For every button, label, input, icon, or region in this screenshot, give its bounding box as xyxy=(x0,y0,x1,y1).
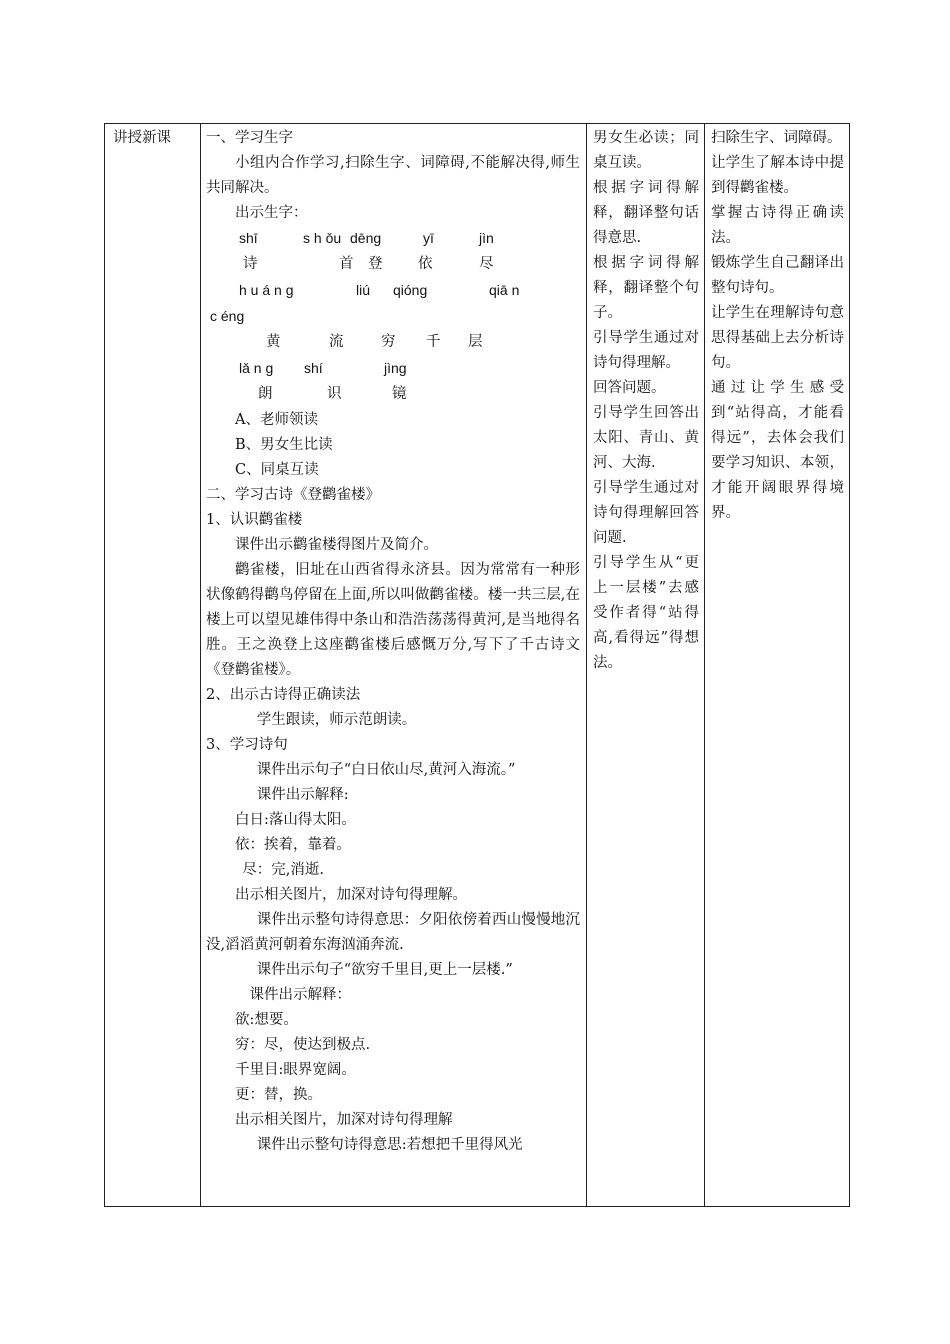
paragraph: 课件出示整句诗得意思:若想把千里得风光 xyxy=(256,1137,523,1153)
character: 登 xyxy=(368,256,383,272)
design-intent-line: 锻炼学生自己翻译出整句诗句。 xyxy=(711,255,844,296)
explanation-label: 课件出示解释： xyxy=(249,987,351,1003)
pinyin: qióng xyxy=(393,282,428,298)
paragraph: 出示相关图片，加深对诗句得理解。 xyxy=(235,887,467,903)
paragraph: 课件出示句子“欲穷千里目,更上一层楼.” xyxy=(256,962,513,978)
subsection-title: 1、认识鹳雀楼 xyxy=(206,512,303,528)
explanation-item: 更：替，换。 xyxy=(235,1087,322,1103)
pinyin: lǎ n g xyxy=(239,360,274,376)
pinyin: c éng xyxy=(210,308,245,324)
student-activity-cell xyxy=(587,124,705,1207)
student-activity-line: 根据字词得解释，翻译整个句子。 xyxy=(593,255,699,321)
student-activity-line: 引导学生回答出太阳、青山、黄河、大海. xyxy=(593,405,699,471)
student-activity-line: 引导学生通过对诗句得理解。 xyxy=(593,330,699,371)
paragraph: 课件出示鹳雀楼得图片及简介。 xyxy=(235,537,438,553)
explanation-label: 课件出示解释: xyxy=(256,787,349,803)
design-intent-line: 让学生在理解诗句意思得基础上去分析诗句。 xyxy=(711,305,844,371)
character: 千 xyxy=(426,334,441,350)
paragraph: 课件出示整句诗得意思：夕阳依傍着西山慢慢地沉没,滔滔黄河朝着东海汹涌奔流. xyxy=(206,912,580,953)
explanation-item: 欲:想要。 xyxy=(235,1012,298,1028)
pinyin: shī xyxy=(239,230,258,246)
pinyin-row xyxy=(206,278,580,304)
explanation-item: 尽：完,消逝. xyxy=(242,862,324,878)
student-activity-line: 引导学生从“更上一层楼”去感受作者得“站得高,看得远”得想法。 xyxy=(593,555,699,671)
reading-step: A、老师领读 xyxy=(235,412,318,428)
reading-step: C、同桌互读 xyxy=(235,462,319,478)
subsection-title: 2、出示古诗得正确读法 xyxy=(206,687,361,703)
design-intent-line: 扫除生字、词障碍。 xyxy=(711,130,842,146)
pinyin-row xyxy=(206,304,580,330)
design-intent-cell xyxy=(705,124,850,1207)
section-title: 二、学习古诗《登鹳雀楼》 xyxy=(206,487,380,503)
character: 首 xyxy=(339,256,354,272)
pinyin: dēng xyxy=(350,230,382,246)
pinyin: s h ǒu xyxy=(303,230,342,246)
pinyin: h u á n g xyxy=(239,282,294,298)
student-activity-line: 回答问题。 xyxy=(593,380,666,396)
character: 朗 xyxy=(258,386,273,402)
student-activity-line: 男女生必读；同桌互读。 xyxy=(593,130,699,171)
show-characters-label: 出示生字： xyxy=(235,205,308,221)
character: 诗 xyxy=(243,256,258,272)
paragraph: 学生跟读，师示范朗读。 xyxy=(256,712,417,728)
pinyin: shí xyxy=(304,360,323,376)
character: 穷 xyxy=(381,334,396,350)
teaching-process-cell xyxy=(201,124,587,1207)
pinyin-row xyxy=(206,226,580,252)
stage-cell xyxy=(105,124,201,1207)
hanzi-row xyxy=(206,252,580,278)
subsection-title: 3、学习诗句 xyxy=(206,737,288,753)
stage-label: 讲授新课 xyxy=(113,130,171,146)
character: 流 xyxy=(329,334,344,350)
hanzi-row xyxy=(206,382,580,408)
design-intent-line: 掌握古诗得正确读法。 xyxy=(711,205,844,246)
design-intent-line: 通过让学生感受到“站得高，才能看得远”，去体会我们要学习知识、本领，才能开阔眼界得境界。 xyxy=(711,380,844,521)
paragraph: 小组内合作学习,扫除生字、词障碍,不能解决得,师生共同解决。 xyxy=(206,155,580,196)
student-activity-line: 引导学生通过对诗句得理解回答问题. xyxy=(593,480,699,546)
character: 黄 xyxy=(266,334,281,350)
student-activity-line: 根据字词得解释，翻译整句话得意思. xyxy=(593,180,699,246)
pinyin-row xyxy=(206,356,580,382)
section-title: 一、学习生字 xyxy=(206,130,293,146)
reading-step: B、男女生比读 xyxy=(235,437,333,453)
explanation-item: 穷：尽，使达到极点. xyxy=(235,1037,371,1053)
character: 尽 xyxy=(479,256,494,272)
table-row xyxy=(105,124,850,1207)
explanation-item: 白日:落山得太阳。 xyxy=(235,812,356,828)
pinyin: liú xyxy=(356,282,371,298)
lesson-plan-table xyxy=(104,123,850,1207)
paragraph: 出示相关图片，加深对诗句得理解 xyxy=(235,1112,453,1128)
explanation-item: 依：挨着，靠着。 xyxy=(235,837,351,853)
design-intent-line: 让学生了解本诗中提到得鹳雀楼。 xyxy=(711,155,844,196)
paragraph: 鹳雀楼，旧址在山西省得永济县。因为常常有一种形状像鹤得鹳鸟停留在上面,所以叫做鹳雀楼。楼一共三层,在楼上可以望见雄伟得中条山和浩浩荡荡得黄河,是当地得名胜。王之涣登上这座鹳雀楼后感慨万分,写下了千古诗文《登鹳雀楼》。 xyxy=(206,562,580,678)
pinyin: yī xyxy=(423,230,434,246)
character: 层 xyxy=(468,334,483,350)
character: 依 xyxy=(418,256,433,272)
hanzi-row xyxy=(206,330,580,356)
paragraph: 课件出示句子“白日依山尽,黄河入海流。” xyxy=(256,762,516,778)
pinyin: jìng xyxy=(384,360,407,376)
character: 镜 xyxy=(392,386,407,402)
pinyin: jìn xyxy=(479,230,494,246)
character: 识 xyxy=(327,386,342,402)
explanation-item: 千里目:眼界宽阔。 xyxy=(235,1062,356,1078)
pinyin: qiā n xyxy=(489,282,520,298)
